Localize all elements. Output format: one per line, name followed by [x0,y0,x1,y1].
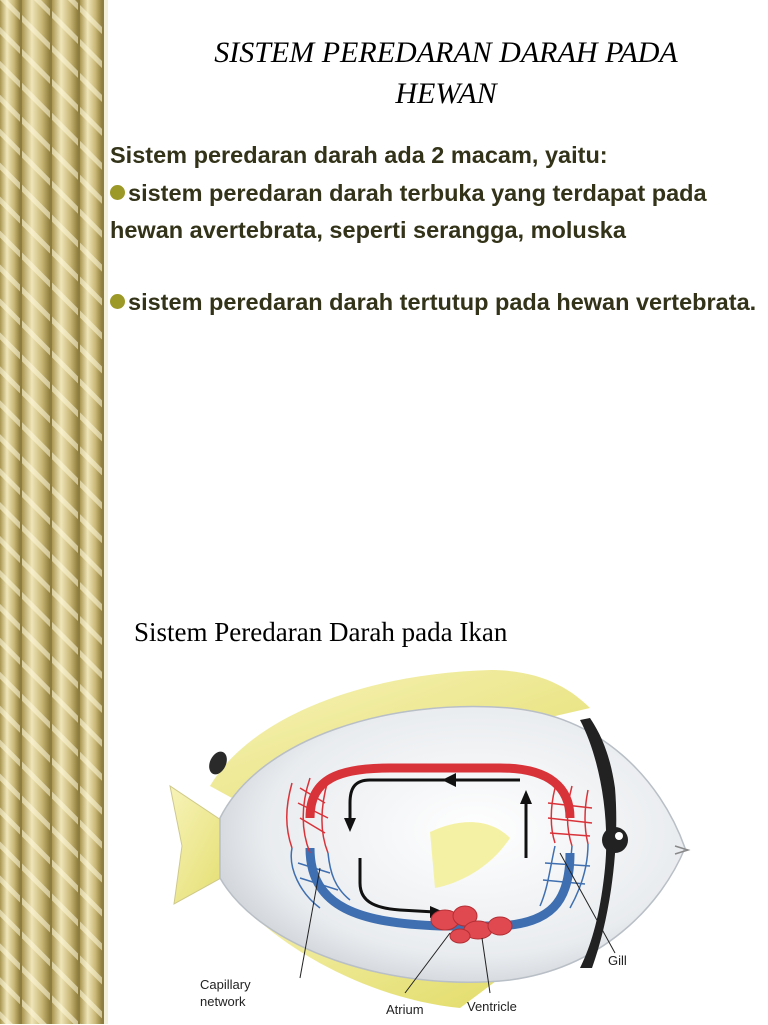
fish-circulation-diagram [160,668,720,1020]
bullet-item [110,284,760,321]
eye [602,827,628,853]
diagram-subtitle: Sistem Peredaran Darah pada Ikan [134,617,508,647]
bullet-list [110,175,760,356]
bullet-dot-icon [110,294,125,309]
label-capillary-line1: Capillary [200,977,251,992]
bullet-item [110,175,760,249]
bullet-dot-icon [110,185,125,200]
slide-title-line2: HEWAN [395,77,497,110]
intro-text: Sistem peredaran darah ada 2 macam, yaitu: [110,142,608,168]
label-ventricle: Ventricle [467,999,517,1014]
slide-title-line1: SISTEM PEREDARAN DARAH PADA [214,36,678,69]
decorative-border [0,0,124,1024]
bullet-text: sistem peredaran darah terbuka yang terdapat pada hewan avertebrata, seperti serangga, moluska [110,180,707,243]
slide-title [124,32,768,114]
label-capillary-line2: network [200,994,246,1009]
label-atrium: Atrium [386,1002,424,1017]
bullet-text: sistem peredaran darah tertutup pada hewan vertebrata. [128,289,757,315]
label-gill: Gill [608,953,627,968]
